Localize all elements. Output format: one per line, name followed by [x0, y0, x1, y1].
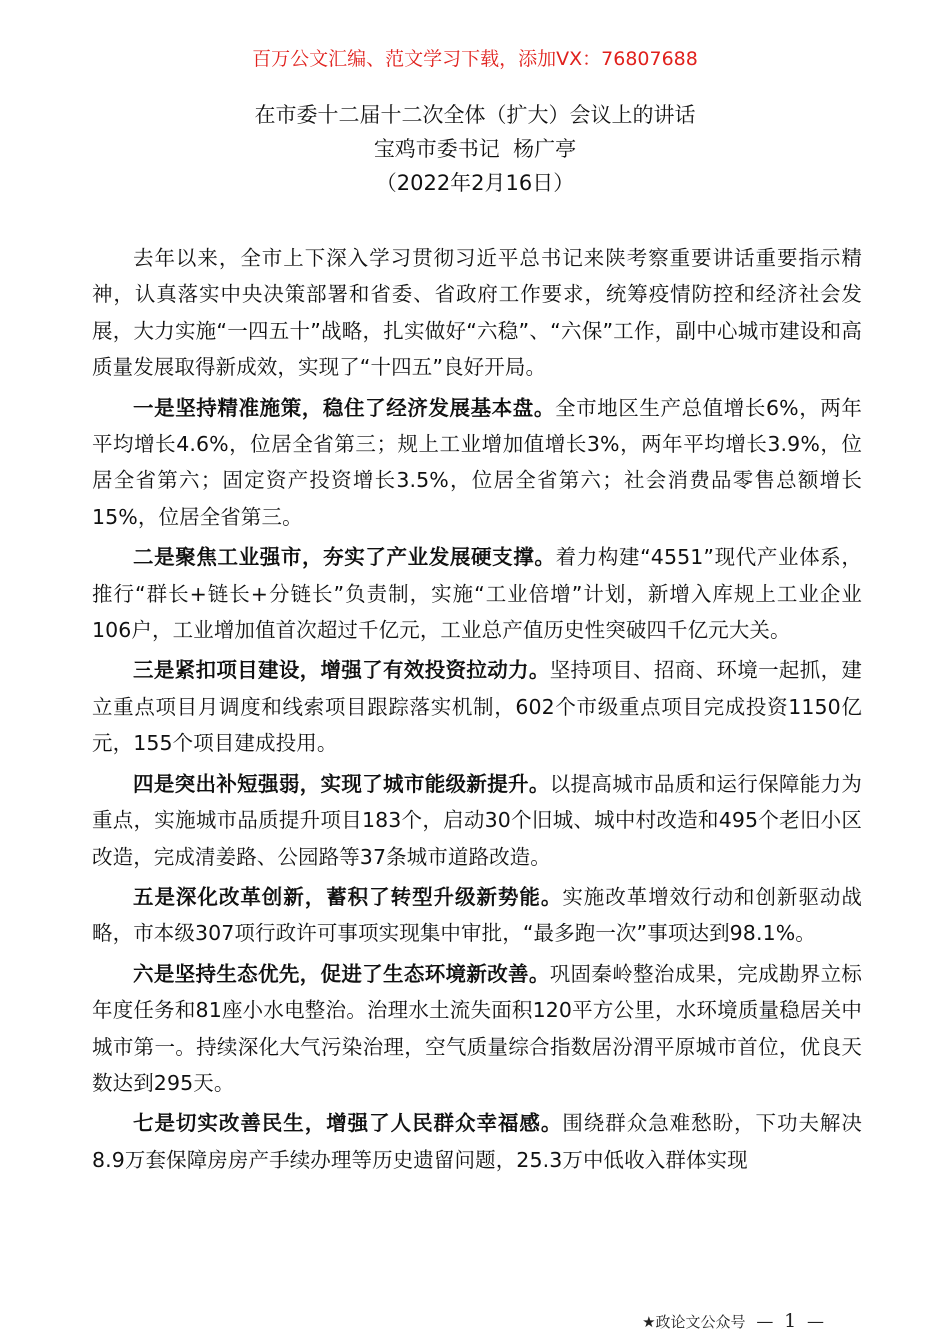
paragraph-lead: 五是深化改革创新，蓄积了转型升级新势能。 — [133, 884, 563, 909]
paragraph-lead: 七是切实改善民生，增强了人民群众幸福感。 — [133, 1111, 563, 1136]
speaker-line: 宝鸡市委书记 杨广亭 — [373, 137, 577, 161]
page-dash-left: — — [756, 1312, 774, 1332]
paragraph-text: 以提高城市品质和运行保障能力为重点，实施城市品质提升项目183个，启动30个旧城、城中村改造和495个老旧小区改造，完成清姜路、公园路等37条城市道路改造。 — [92, 771, 863, 869]
paragraph-text: 围绕群众急难愁盼，下功夫解决8.9万套保障房房产手续办理等历史遗留问题，25.3万中低收入群体实现 — [92, 1111, 862, 1172]
paragraph-lead: 三是紧扣项目建设，增强了有效投资拉动力。 — [133, 658, 550, 683]
paragraph-intro — [92, 240, 862, 386]
paragraph-text: 实施改革增效行动和创新驱动战略，市本级307项行政许可事项实现集中审批，“最多跑一次”事项达到98.1%。 — [92, 884, 862, 946]
speech-date: （2022年2月16日） — [375, 171, 575, 195]
paragraph-point-2 — [92, 539, 862, 648]
page-footer — [642, 1309, 830, 1334]
paragraph-text: 着力构建“4551”现代产业体系，推行“群长+链长+分链长”负责制，实施“工业倍增”计划，新增入库规上工业企业106户，工业增加值首次超过千亿元，工业总产值历史性突破四千亿元大关。 — [92, 545, 862, 643]
paragraph-point-4 — [92, 766, 862, 875]
paragraph-lead: 四是突出补短强弱，实现了城市能级新提升。 — [133, 771, 550, 796]
paragraph-point-5 — [92, 879, 862, 952]
paragraph-point-7 — [92, 1105, 862, 1178]
footer-source: ★政论文公众号 — [642, 1313, 746, 1331]
speech-body — [92, 240, 862, 1182]
paragraph-point-1 — [92, 390, 862, 536]
paragraph-lead: 二是聚焦工业强市，夯实了产业发展硬支撑。 — [133, 545, 556, 570]
title-block — [0, 98, 950, 200]
paragraph-point-6 — [92, 956, 862, 1102]
paragraph-lead: 一是坚持精准施策，稳住了经济发展基本盘。 — [133, 395, 555, 420]
page-number: 1 — [784, 1310, 797, 1332]
paragraph-text: 全市地区生产总值增长6%，两年平均增长4.6%，位居全省第三；规上工业增加值增长3%，两年平均增长3.9%，位居全省第六；固定资产投资增长3.5%，位居全省第六；社会消费品零售总额增长15%，位居全省第三。 — [92, 395, 862, 529]
paragraph-text: 坚持项目、招商、环境一起抓，建立重点项目月调度和线索项目跟踪落实机制，602个市级重点项目完成投资1150亿元，155个项目建成投用。 — [92, 658, 863, 756]
speech-title: 在市委十二届十二次全体（扩大）会议上的讲话 — [254, 103, 696, 127]
paragraph-point-3 — [92, 652, 862, 761]
paragraph-text: 巩固秦岭整治成果，完成勘界立标年度任务和81座小水电整治。治理水土流失面积120平方公里，水环境质量稳居关中城市第一。持续深化大气污染治理，空气质量综合指数居汾渭平原城市首位，优良天数达到295天。 — [92, 961, 863, 1095]
watermark-banner: 百万公文汇编、范文学习下载，添加VX：76807688 — [252, 48, 698, 70]
paragraph-lead: 六是坚持生态优先，促进了生态环境新改善。 — [133, 961, 550, 986]
paragraph-text: 去年以来，全市上下深入学习贯彻习近平总书记来陕考察重要讲话重要指示精神，认真落实中央决策部署和省委、省政府工作要求，统筹疫情防控和经济社会发展，大力实施“一四五十”战略，扎实做好“六稳”、“六保”工作，副中心城市建设和高质量发展取得新成效，实现了“十四五”良好开局。 — [92, 246, 862, 380]
page-dash-right: — — [807, 1312, 824, 1332]
